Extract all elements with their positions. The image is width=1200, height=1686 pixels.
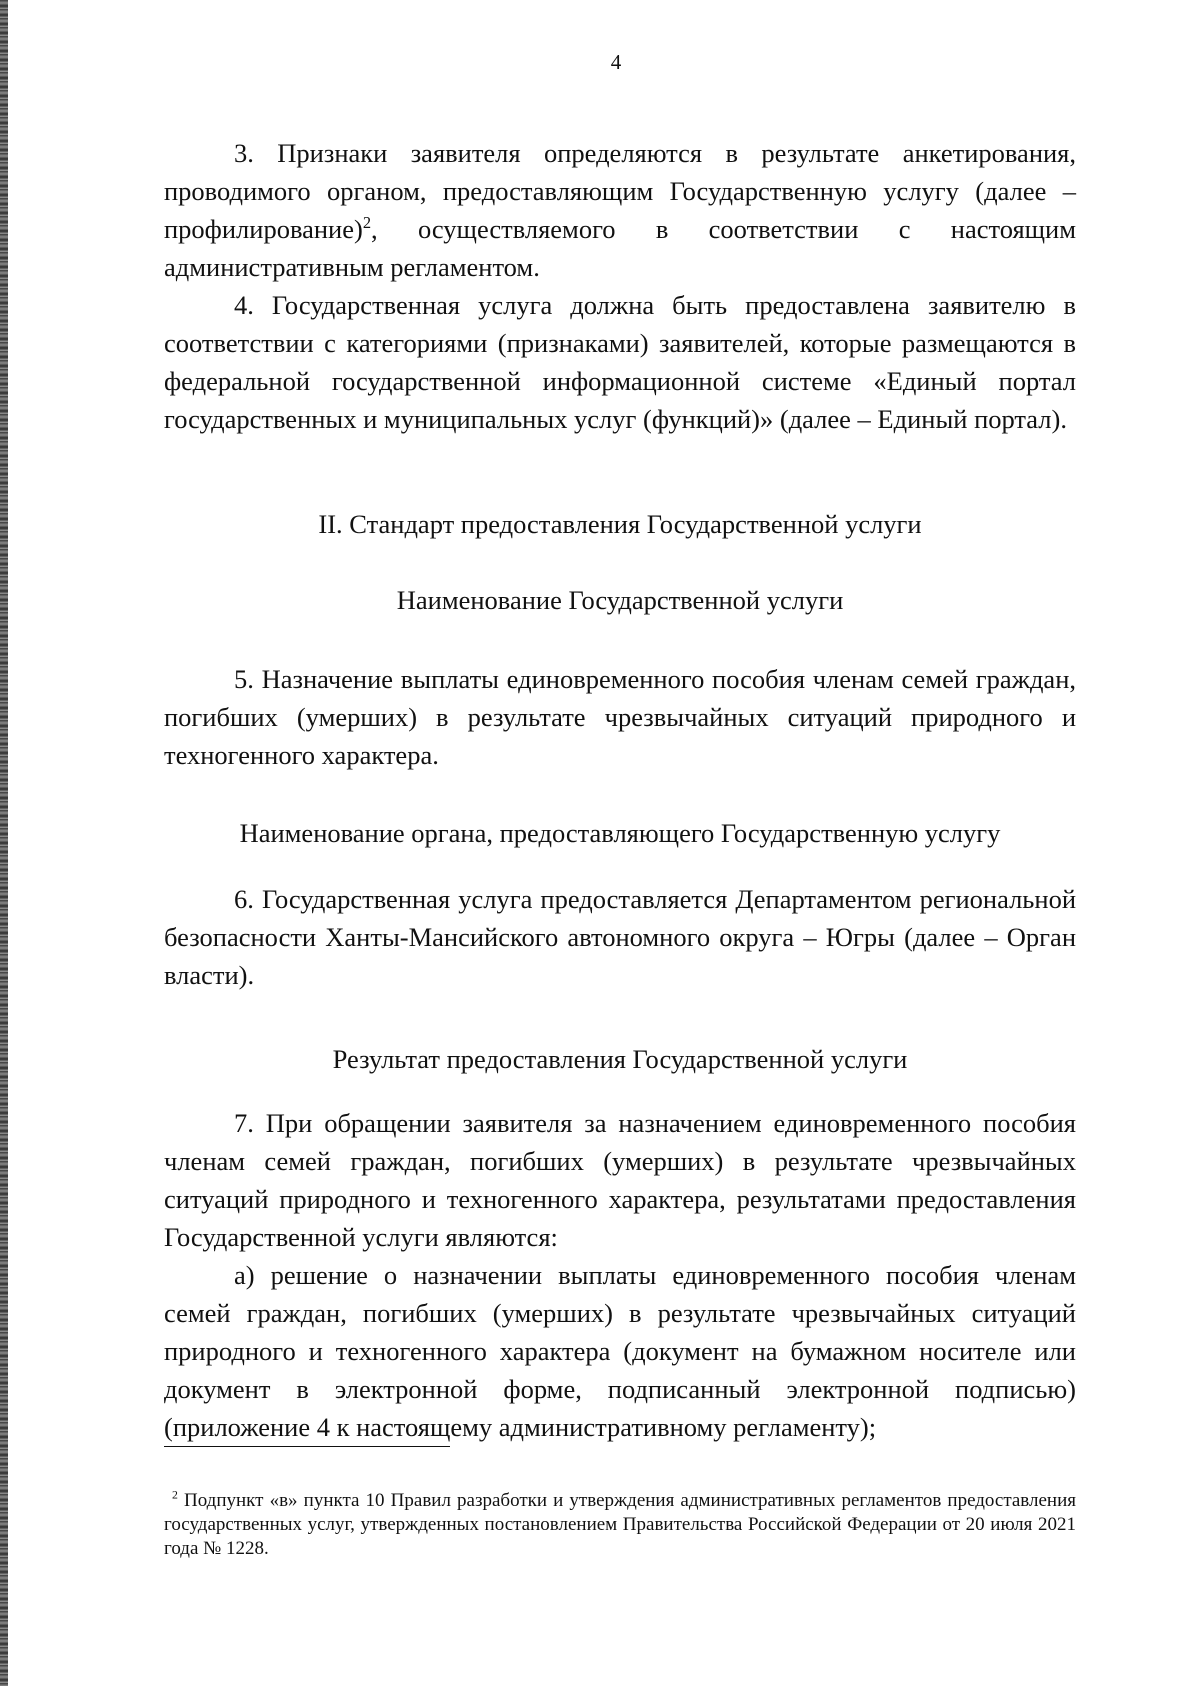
footnote-text: Подпункт «в» пункта 10 Правил разработки и утверждения административных регламентов предоставления государственных услуг, утвержденных постановлением Правительства Российской Федерации от 20 июля 2021 года № 1228.: [164, 1490, 1076, 1559]
paragraph-7: 7. При обращении заявителя за назначением единовременного пособия членам семей граждан, погибших (умерших) в результате чрезвычайных ситуаций природного и техногенного характера, результатами предоставления Государственной услуги являются:: [164, 1108, 1076, 1252]
paragraph-4: 4. Государственная услуга должна быть предоставлена заявителю в соответствии с категориями (признаками) заявителей, которые размещаются в федеральной государственной информационной системе «Единый портал государственных и муниципальных услуг (функций)» (далее – Единый портал).: [164, 290, 1076, 434]
authority-block: [164, 880, 1076, 994]
footnote-ref-2: 2: [362, 213, 372, 233]
result-item-a: а) решение о назначении выплаты единовременного пособия членам семей граждан, погибших (умерших) в результате чрезвычайных ситуаций природного и техногенного характера (документ на бумажном носителе или документ в электронной форме, подписанный электронной подписью) (приложение 4 к настоящему административному регламенту);: [164, 1260, 1076, 1442]
paragraph-6: 6. Государственная услуга предоставляется Департаментом региональной безопасности Ханты-Мансийского автономного округа – Югры (далее – Орган власти).: [164, 884, 1076, 990]
authority-heading: Наименование органа, предоставляющего Государственную услугу: [239, 818, 1001, 848]
section-title: II. Стандарт предоставления Государственной услуги: [318, 509, 922, 539]
paragraph-3-text: 3. Признаки заявителя определяются в результате анкетирования, проводимого органом, предоставляющим Государственную услугу (далее – профилирование): [164, 138, 1076, 244]
footnote-mark: 2: [172, 1488, 178, 1502]
service-name-heading: Наименование Государственной услуги: [396, 585, 844, 615]
paragraph-5: 5. Назначение выплаты единовременного пособия членам семей граждан, погибших (умерших) в результате чрезвычайных ситуаций природного и техногенного характера.: [164, 664, 1076, 770]
intro-block: [164, 134, 1076, 438]
paragraph-3-continuation: , осуществляемого в соответствии с настоящим административным регламентом.: [164, 214, 1076, 282]
footnote: [164, 1489, 1076, 1561]
result-heading: Результат предоставления Государственной услуги: [332, 1044, 908, 1074]
paragraph-3: [164, 134, 1076, 286]
page-number: 4: [610, 50, 622, 74]
footnote-divider: [164, 1446, 450, 1447]
scan-edge: [0, 0, 8, 1686]
service-name-block: [164, 660, 1076, 774]
result-block: [164, 1104, 1076, 1446]
